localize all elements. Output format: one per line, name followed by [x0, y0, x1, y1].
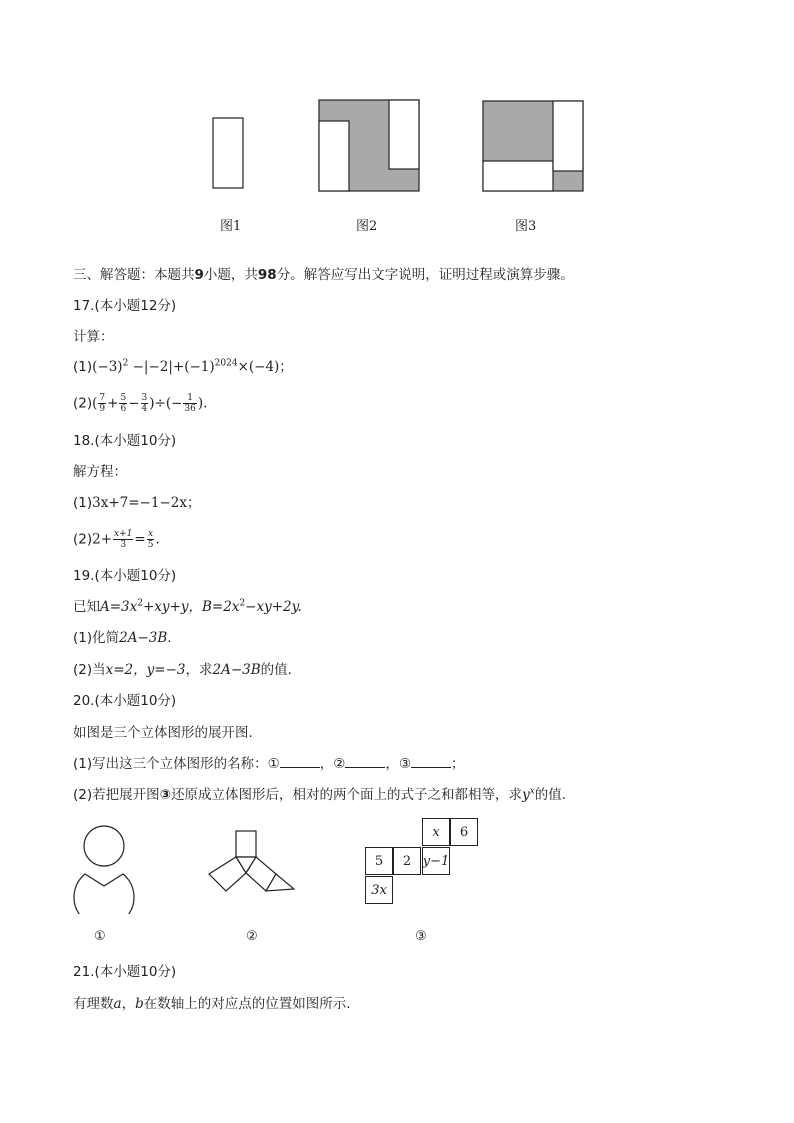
net-cone [65, 822, 145, 914]
net-cell: 5 [365, 847, 393, 875]
figure-3-caption: 图3 [515, 219, 537, 234]
q20-part1: (1)写出这三个立体图形的名称：① ，② ，③ ； [73, 756, 465, 772]
q19-header: 19.(本小题10分) [73, 568, 177, 584]
net-label-1: ① [94, 929, 106, 944]
q18-part1: (1)3x+7=−1−2x； [73, 495, 201, 511]
figure-3 [474, 92, 594, 202]
q18-prompt: 解方程： [73, 464, 127, 480]
q21-header: 21.(本小题10分) [73, 964, 177, 980]
fraction: $\frac{5}{6}$ [120, 393, 127, 414]
fraction: $\frac{1}{36}$ [184, 393, 196, 414]
q18-header: 18.(本小题10分) [73, 433, 177, 449]
q17-header: 17.(本小题12分) [73, 298, 177, 314]
q20-prompt: 如图是三个立体图形的展开图. [73, 725, 253, 741]
q21-text: 有理数a，b在数轴上的对应点的位置如图所示. [73, 996, 351, 1012]
net-cube [365, 818, 485, 908]
net-cell: 3x [365, 876, 393, 904]
q19-part1: (1)化简2A−3B. [73, 630, 172, 646]
q17-part2: (2)( $\frac{7}{9}$ + $\frac{5}{6}$ − $\frac{3}{4}$ )÷(− $\frac{1}{36}$ ). [73, 393, 208, 414]
q19-given: 已知$A=3x^2+xy+y$，$B=2x^2-xy+2y$. [73, 598, 302, 615]
net-cell: 2 [393, 847, 421, 875]
section-heading: 三、解答题：本题共9小题，共98分。解答应写出文字说明，证明过程或演算步骤。 [73, 267, 574, 283]
figure-1 [205, 110, 255, 200]
answer-blank-1[interactable] [280, 755, 320, 768]
fraction: $\frac{x+1}{3}$ [114, 529, 133, 550]
figure-1-caption: 图1 [220, 219, 242, 234]
figure-2-caption: 图2 [356, 219, 378, 234]
q18-part2: (2)2+ $\frac{x+1}{3}$ = $\frac{x}{5}$ . [73, 529, 160, 550]
q17-part1: $(1)(-3)^2 -|-2|+(-1)^{2024}\times(-4)$； [73, 358, 293, 375]
net-cell: 6 [450, 818, 478, 846]
q20-part2: (2)若把展开图③还原成立体图形后，相对的两个面上的式子之和都相等，求$y^x$的值. [73, 786, 567, 803]
q20-header: 20.(本小题10分) [73, 693, 177, 709]
fraction: $\frac{x}{5}$ [147, 529, 154, 550]
fraction: $\frac{7}{9}$ [99, 393, 106, 414]
fraction: $\frac{3}{4}$ [141, 393, 148, 414]
figure-2 [310, 92, 430, 202]
q17-prompt: 计算： [73, 329, 114, 345]
net-label-3: ③ [415, 929, 427, 944]
net-triangular-prism [200, 825, 300, 905]
net-cell: y−1 [422, 847, 450, 875]
net-cell: x [422, 818, 450, 846]
answer-blank-3[interactable] [411, 755, 451, 768]
net-label-2: ② [246, 929, 258, 944]
q19-part2: (2)当x=2，y=−3，求2A−3B的值. [73, 662, 292, 678]
answer-blank-2[interactable] [345, 755, 385, 768]
